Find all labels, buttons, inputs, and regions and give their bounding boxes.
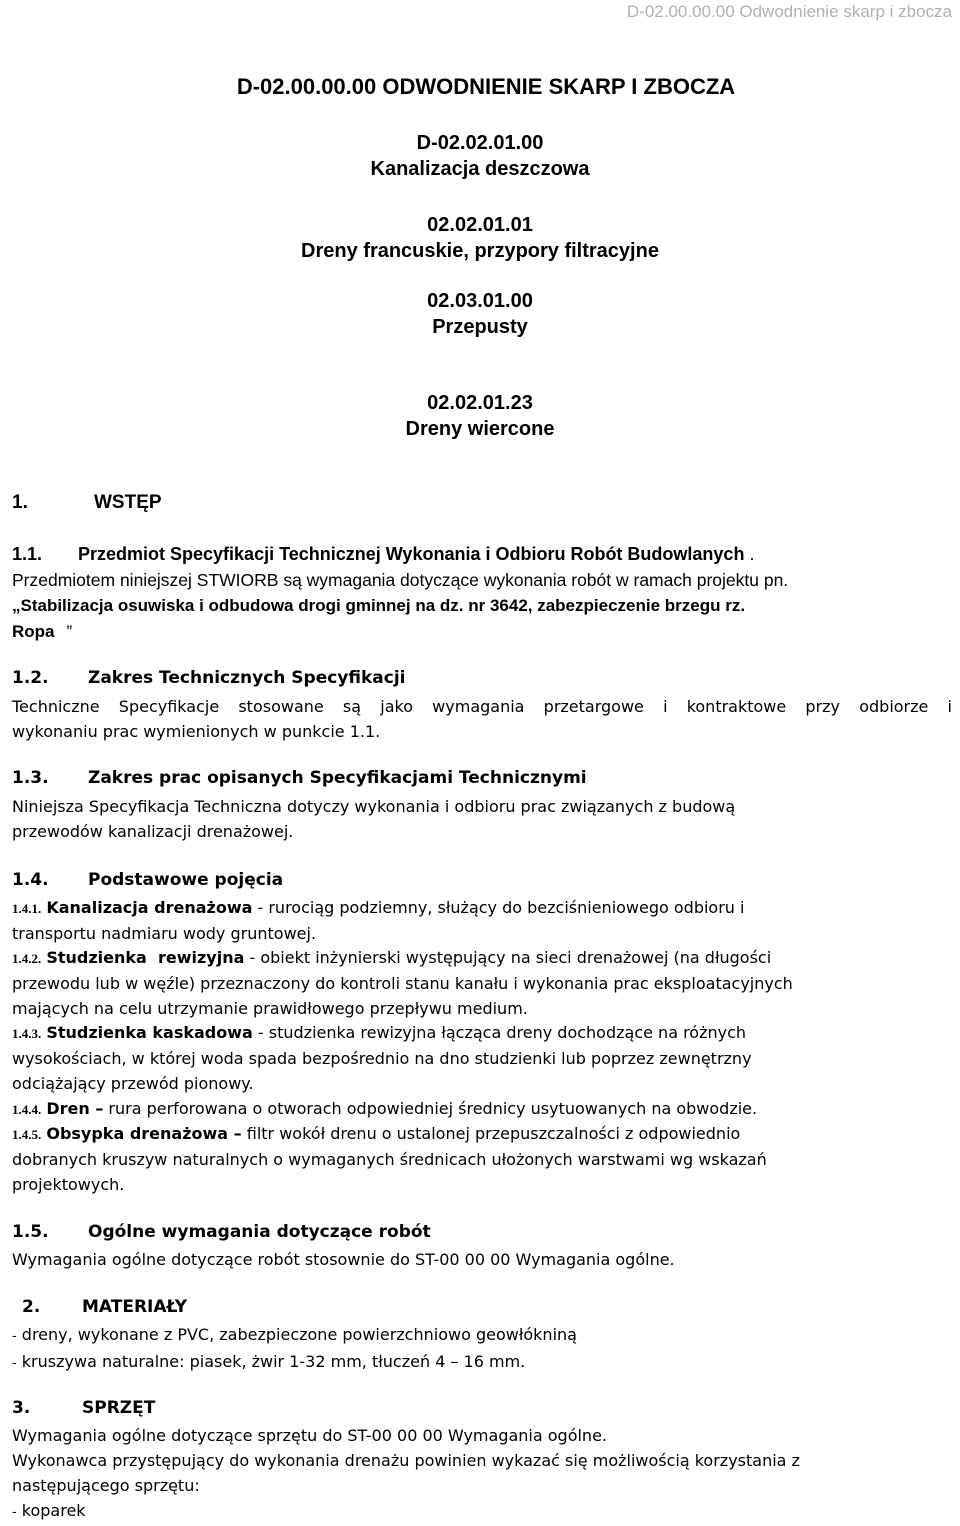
section-3-line-3: następującego sprzętu: — [12, 1476, 200, 1495]
section-1-2-line-1: Techniczne Specyfikacje stosowane są jako wymagania przetargowe i kontraktowe przy odbiorze i — [12, 697, 952, 716]
definition-term: Dren – — [46, 1099, 104, 1118]
definition-4 — [12, 1096, 952, 1122]
definition-text: - studzienka rewizyjna łącząca dreny dochodzące na różnych — [252, 1023, 747, 1042]
title-block-name: Przepusty — [432, 316, 528, 338]
list-dash: - — [12, 1505, 17, 1520]
definition-text: filtr wokół drenu o ustalonej przepuszczalności z odpowiednio — [241, 1124, 741, 1143]
title-block-code: D-02.02.01.00 — [416, 132, 544, 154]
list-item — [12, 1349, 952, 1376]
section-1-1-title-suffix: . — [744, 544, 755, 564]
section-3-body — [12, 1423, 952, 1525]
running-header: D-02.00.00.00 Odwodnienie skarp i zbocza — [626, 2, 952, 21]
materials-list — [12, 1322, 952, 1376]
closing-quote: ” — [66, 622, 73, 641]
definition-term: Studzienka kaskadowa — [46, 1023, 253, 1042]
title-block-3 — [0, 288, 960, 340]
section-1-5-number: 1.5. — [12, 1222, 49, 1242]
definition-2 — [12, 945, 952, 1021]
list-dash: - — [12, 1356, 17, 1371]
definition-number: 1.4.2. — [12, 951, 42, 966]
definition-text-cont: odciążający przewód pionowy. — [12, 1074, 254, 1093]
definition-number: 1.4.3. — [12, 1026, 42, 1041]
title-block-1 — [0, 130, 960, 182]
section-1-3-line-1: Niniejsza Specyfikacja Techniczna dotyczy wykonania i odbioru prac związanych z budową — [12, 797, 736, 816]
section-1-2-body — [12, 694, 952, 744]
definition-5 — [12, 1121, 952, 1197]
definition-text-cont: dobranych kruszyw naturalnych o wymaganych średnicach ułożonych warstwami wg wskazań — [12, 1150, 767, 1169]
definition-number: 1.4.4. — [12, 1102, 42, 1117]
section-1-3-body — [12, 794, 952, 844]
definition-text: rura perforowana o otworach odpowiedniej średnicy usytuowanych na obwodzie. — [103, 1099, 758, 1118]
section-1-1-heading — [78, 544, 754, 565]
section-1-2-number: 1.2. — [12, 668, 49, 688]
section-1-2-line-2: wykonaniu prac wymienionych w punkcie 1.1. — [12, 722, 381, 741]
section-1-2-title: Zakres Technicznych Specyfikacji — [88, 668, 406, 688]
section-3-line-1: Wymagania ogólne dotyczące sprzętu do ST-00 00 00 Wymagania ogólne. — [12, 1426, 607, 1445]
section-1-1-line-1: Przedmiotem niniejszej STWIORB są wymagania dotyczące wykonania robót w ramach projektu pn. — [12, 570, 789, 590]
definition-text-cont: wysokościach, w której woda spada bezpośrednio na dno studzienki lub poprzez zewnętrzny — [12, 1049, 752, 1068]
document-title: D-02.00.00.00 ODWODNIENIE SKARP I ZBOCZA — [236, 74, 736, 99]
section-1-5-title: Ogólne wymagania dotyczące robót — [88, 1222, 431, 1242]
title-block-name: Dreny francuskie, przypory filtracyjne — [301, 240, 659, 262]
definition-text-cont: transportu nadmiaru wody gruntowej. — [12, 924, 317, 943]
project-name-end: Ropa — [12, 622, 55, 641]
title-block-code: 02.03.01.00 — [427, 290, 533, 312]
definition-term: Studzienka rewizyjna — [46, 948, 245, 967]
section-1-3-number: 1.3. — [12, 768, 49, 788]
section-1-number: 1. — [12, 492, 28, 513]
definition-term: Obsypka drenażowa – — [46, 1124, 242, 1143]
title-block-2 — [0, 212, 960, 264]
definition-number: 1.4.5. — [12, 1127, 42, 1142]
definition-1 — [12, 895, 952, 946]
section-1-5-body: Wymagania ogólne dotyczące robót stosownie do ST-00 00 00 Wymagania ogólne. — [12, 1250, 675, 1269]
definition-text-cont: przewodu lub w węźle) przeznaczony do kontroli stanu kanału i wykonania prac eksploatacyjnych — [12, 974, 793, 993]
section-3-title: SPRZĘT — [82, 1398, 156, 1418]
list-item-text: koparek — [16, 1501, 86, 1520]
section-2-number: 2. — [22, 1297, 41, 1317]
list-item-text: kruszywa naturalne: piasek, żwir 1-32 mm, tłuczeń 4 – 16 mm. — [16, 1352, 526, 1371]
section-1-title: WSTĘP — [94, 492, 162, 513]
section-1-4-number: 1.4. — [12, 870, 49, 890]
section-1-4-title: Podstawowe pojęcia — [88, 870, 284, 890]
definition-number: 1.4.1. — [12, 901, 42, 916]
section-1-3-line-2: przewodów kanalizacji drenażowej. — [12, 822, 294, 841]
definition-text: - obiekt inżynierski występujący na sieci drenażowej (na długości — [244, 948, 772, 967]
title-block-name: Kanalizacja deszczowa — [370, 158, 590, 180]
definition-text-cont: mających na celu utrzymanie prawidłowego przepływu medium. — [12, 999, 528, 1018]
title-block-code: 02.02.01.01 — [427, 214, 533, 236]
definition-term: Kanalizacja drenażowa — [46, 898, 253, 917]
section-3-line-2: Wykonawca przystępujący do wykonania drenażu powinien wykazać się możliwością korzystania z — [12, 1451, 800, 1470]
section-1-1-number: 1.1. — [12, 544, 43, 564]
title-block-code: 02.02.01.23 — [427, 392, 533, 414]
list-item — [12, 1498, 952, 1525]
list-dash: - — [12, 1329, 17, 1344]
definition-text-cont: projektowych. — [12, 1175, 125, 1194]
section-1-1-title: Przedmiot Specyfikacji Technicznej Wykonania i Odbioru Robót Budowlanych — [78, 544, 745, 564]
definition-text: - rurociąg podziemny, służący do bezciśnieniowego odbioru i — [252, 898, 745, 917]
definition-3 — [12, 1020, 952, 1096]
section-1-1-line-3 — [12, 622, 72, 642]
title-block-name: Dreny wiercone — [405, 418, 555, 440]
list-item — [12, 1322, 952, 1349]
section-3-number: 3. — [12, 1398, 31, 1418]
section-1-3-title: Zakres prac opisanych Specyfikacjami Technicznymi — [88, 768, 587, 788]
section-2-title: MATERIAŁY — [82, 1297, 188, 1317]
list-item-text: dreny, wykonane z PVC, zabezpieczone powierzchniowo geowłókniną — [16, 1325, 577, 1344]
title-block-4 — [0, 390, 960, 442]
section-1-1-line-2: „Stabilizacja osuwiska i odbudowa drogi gminnej na dz. nr 3642, zabezpieczenie brzegu rz. — [12, 596, 746, 615]
